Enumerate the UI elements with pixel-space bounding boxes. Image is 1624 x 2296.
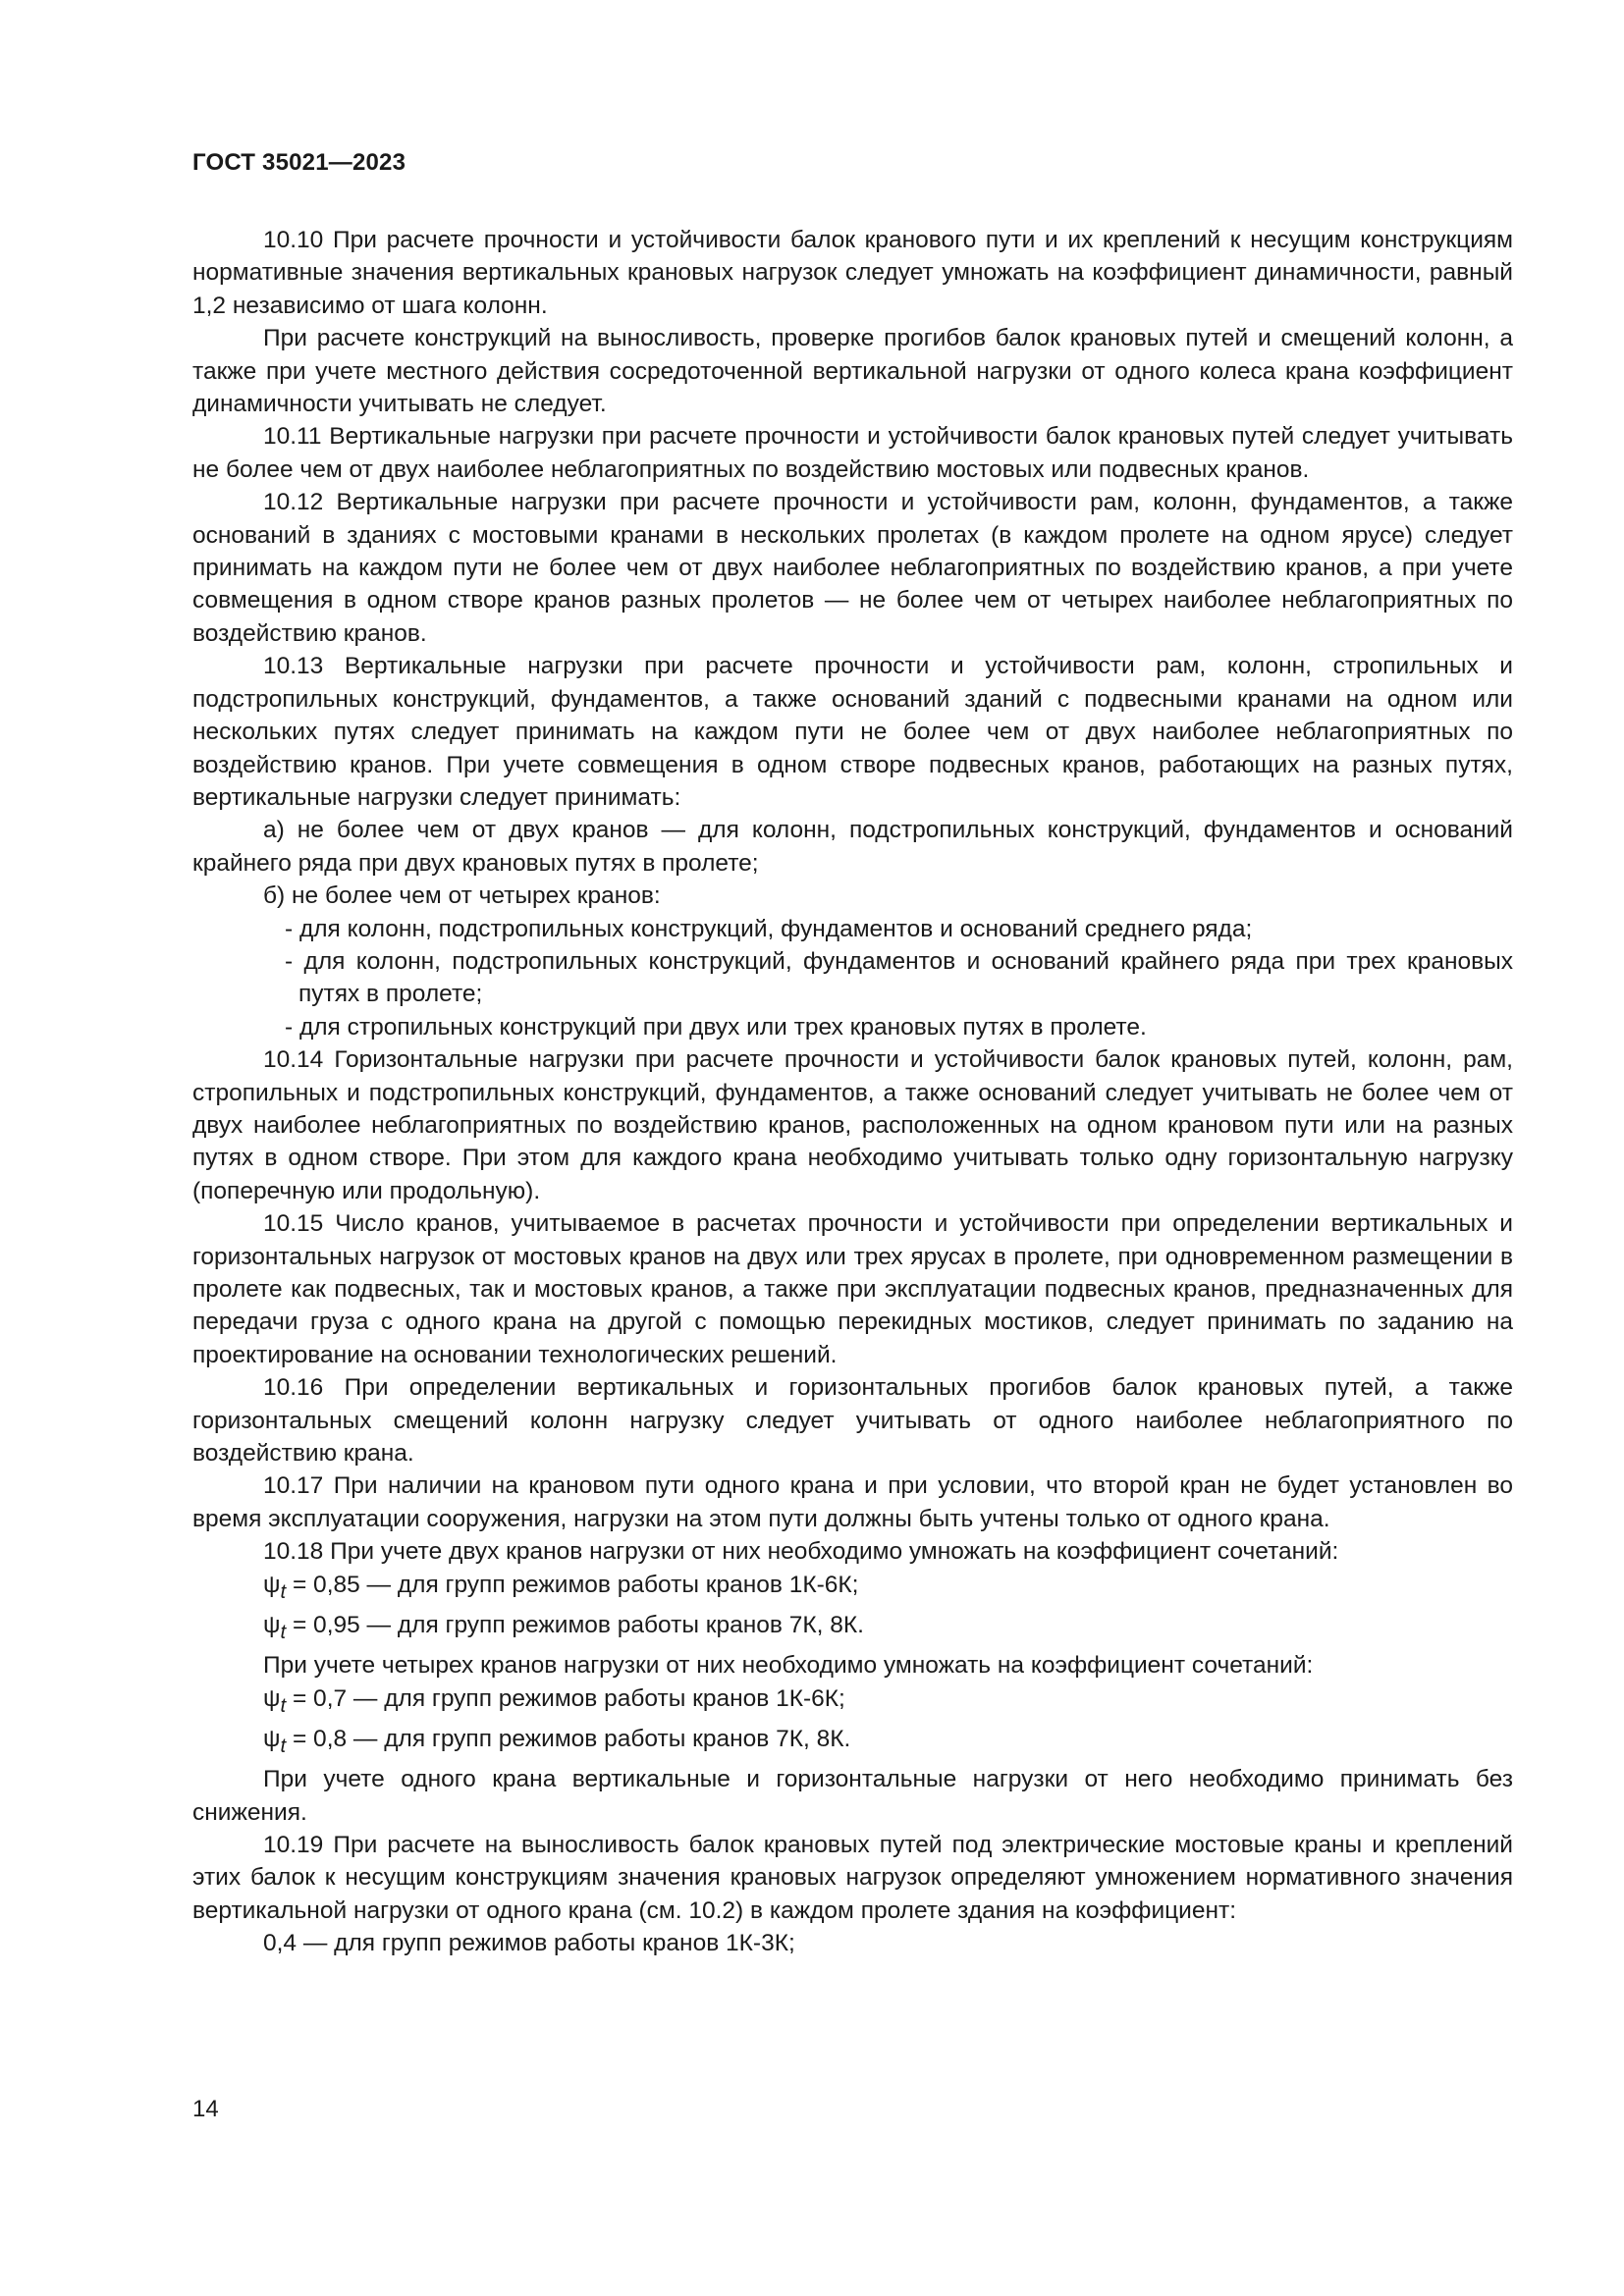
psi-symbol: ψ — [263, 1684, 281, 1712]
formula-line — [192, 1569, 1513, 1609]
formula-line — [192, 1682, 1513, 1723]
clause-10-18-one-crane: При учете одного крана вертикальные и горизонтальные нагрузки от него необходимо принимать без снижения. — [192, 1766, 1513, 1826]
clause-10-18: 10.18 При учете двух кранов нагрузки от них необходимо умножать на коэффициент сочетаний: — [263, 1538, 1339, 1566]
psi-symbol: ψ — [263, 1571, 281, 1598]
list-subitem: - для колонн, подстропильных конструкций, фундаментов и оснований крайнего ряда при трех крановых путях в пролете; — [285, 947, 1513, 1008]
formula-line — [192, 1723, 1513, 1763]
psi-subscript: t — [280, 1580, 287, 1603]
list-item-a: а) не более чем от двух кранов — для колонн, подстропильных конструкций, фундаментов и оснований крайнего ряда при двух крановых путях в пролете; — [192, 817, 1513, 877]
document-body — [192, 224, 1513, 1960]
list-subitem: - для стропильных конструкций при двух или трех крановых путях в пролете. — [285, 1013, 1147, 1041]
clause-10-19: 10.19 При расчете на выносливость балок крановых путей под электрические мостовые краны и креплений этих балок к несущим конструкциям значения крановых нагрузок определяют умножением нормативного значения вертикальной нагрузки от одного крана (см. 10.2) в каждом пролете здания на коэффициент: — [192, 1832, 1513, 1924]
formula-text: = 0,85 — для групп режимов работы кранов 1К-6К; — [286, 1571, 859, 1598]
formula-text: = 0,8 — для групп режимов работы кранов 7К, 8К. — [286, 1725, 851, 1752]
list-subitem: - для колонн, подстропильных конструкций, фундаментов и оснований среднего ряда; — [285, 915, 1253, 942]
psi-subscript: t — [280, 1621, 287, 1643]
formula-line — [192, 1609, 1513, 1649]
page-number: 14 — [192, 2096, 219, 2122]
coefficient-line: 0,4 — для групп режимов работы кранов 1К-3К; — [263, 1930, 795, 1957]
clause-10-17: 10.17 При наличии на крановом пути одного крана и при условии, что второй кран не будет установлен во время эксплуатации сооружения, нагрузки на этом пути должны быть учтены только от одного крана. — [192, 1472, 1513, 1532]
clause-10-18-four-cranes: При учете четырех кранов нагрузки от них необходимо умножать на коэффициент сочетаний: — [263, 1652, 1314, 1680]
list-item-b: б) не более чем от четырех кранов: — [263, 882, 661, 910]
clause-10-14: 10.14 Горизонтальные нагрузки при расчете прочности и устойчивости балок крановых путей, колонн, рам, стропильных и подстропильных конструкций, фундаментов, а также оснований следует учитывать не более чем от двух наиболее неблагоприятных по воздействию кранов, расположенных на одном крановом пути или на разных путях в одном створе. При этом для каждого крана необходимо учитывать только одну горизонтальную нагрузку (поперечную или продольную). — [192, 1046, 1513, 1204]
clause-10-12: 10.12 Вертикальные нагрузки при расчете прочности и устойчивости рам, колонн, фундаментов, а также оснований в зданиях с мостовыми кранами в нескольких пролетах (в каждом пролете на одном ярусе) следует принимать на каждом пути не более чем от двух наиболее неблагоприятных по воздействию кранов, а при учете совмещения в одном створе кранов разных пролетов — не более чем от четырех наиболее неблагоприятных по воздействию кранов. — [192, 489, 1513, 647]
formula-text: = 0,95 — для групп режимов работы кранов 7К, 8К. — [286, 1611, 864, 1638]
clause-10-16: 10.16 При определении вертикальных и горизонтальных прогибов балок крановых путей, а также горизонтальных смещений колонн нагрузку следует учитывать от одного наиболее неблагоприятного по воздействию крана. — [192, 1374, 1513, 1468]
clause-10-11: 10.11 Вертикальные нагрузки при расчете прочности и устойчивости балок крановых путей следует учитывать не более чем от двух наиболее неблагоприятных по воздействию мостовых или подвесных кранов. — [192, 423, 1513, 483]
formula-text: = 0,7 — для групп режимов работы кранов 1К-6К; — [286, 1684, 845, 1712]
clause-10-10-note: При расчете конструкций на выносливость, проверке прогибов балок крановых путей и смещений колонн, а также при учете местного действия сосредоточенной вертикальной нагрузки от одного колеса крана коэффициент динамичности учитывать не следует. — [192, 325, 1513, 418]
psi-subscript: t — [280, 1735, 287, 1757]
psi-symbol: ψ — [263, 1611, 281, 1638]
psi-symbol: ψ — [263, 1725, 281, 1752]
document-code-header: ГОСТ 35021—2023 — [192, 149, 406, 176]
clause-10-13: 10.13 Вертикальные нагрузки при расчете прочности и устойчивости рам, колонн, стропильных и подстропильных конструкций, фундаментов, а также оснований зданий с подвесными кранами на одном или нескольких путях следует принимать на каждом пути не более чем от двух наиболее неблагоприятных по воздействию кранов. При учете совмещения в одном створе подвесных кранов, работающих на разных путях, вертикальные нагрузки следует принимать: — [192, 653, 1513, 811]
psi-subscript: t — [280, 1694, 287, 1717]
clause-10-15: 10.15 Число кранов, учитываемое в расчетах прочности и устойчивости при определении вертикальных и горизонтальных нагрузок от мостовых кранов на двух или трех ярусах в пролете, при одновременном размещении в пролете как подвесных, так и мостовых кранов, а также при эксплуатации подвесных кранов, предназначенных для передачи груза с одного крана на другой с помощью перекидных мостиков, следует принимать по заданию на проектирование на основании технологических решений. — [192, 1210, 1513, 1368]
clause-10-10: 10.10 При расчете прочности и устойчивости балок кранового пути и их креплений к несущим конструкциям нормативные значения вертикальных крановых нагрузок следует умножать на коэффициент динамичности, равный 1,2 независимо от шага колонн. — [192, 227, 1513, 319]
